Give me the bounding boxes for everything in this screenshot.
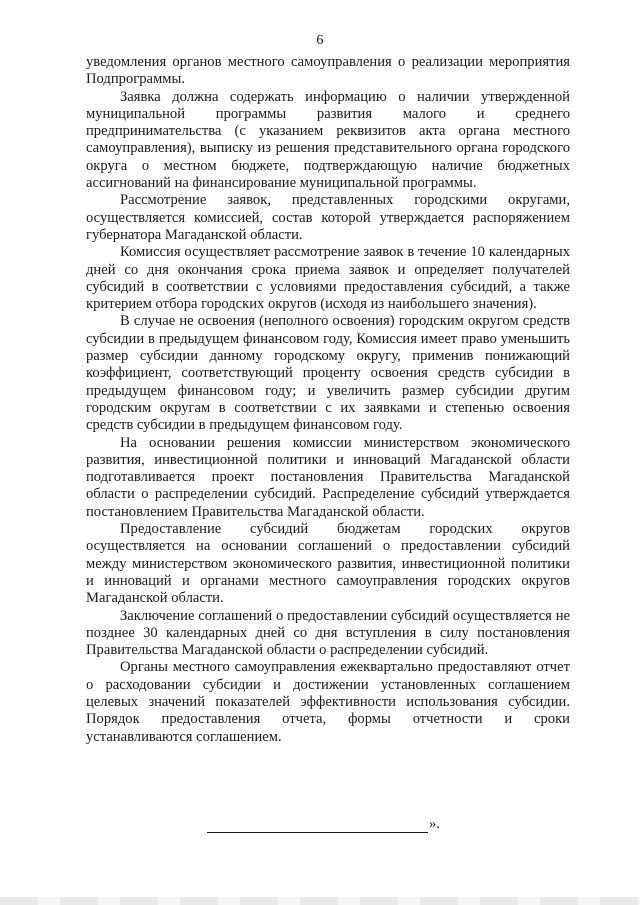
paragraph-9: Органы местного самоуправления ежеквартально предоставляют отчет о расходовании субсидии и достижении установленных соглашением целевых значений показателей эффективности использования субсидии. Порядок предоставления отчета, формы отчетности и сроки устанавливаются соглашением. <box>86 659 570 745</box>
scan-bottom-edge <box>0 897 640 905</box>
document-body <box>86 54 570 746</box>
paragraph-2: Заявка должна содержать информацию о наличии утвержденной муниципальной программы развития малого и среднего предпринимательства (с указанием реквизитов акта органа местного самоуправления), выписку из решения представительного органа городского округа о местном бюджете, подтверждающую наличие бюджетных ассигнований на финансирование муниципальной программы. <box>86 88 570 192</box>
closing-line <box>207 815 440 833</box>
paragraph-5: В случае не освоения (неполного освоения) городским округом средств субсидии в предыдущем финансовом году, Комиссия имеет право уменьшить размер субсидии данному городскому округу, применив понижающий коэффициент, соответствующий проценту освоения средств субсидии в предыдущем финансовом году; и увеличить размер субсидии другим городским округам в соответствии с их заявками и степенью освоения средств субсидии в предыдущем финансовом году. <box>86 313 570 434</box>
paragraph-3: Рассмотрение заявок, представленных городскими округами, осуществляется комиссией, состав которой утверждается распоряжением губернатора Магаданской области. <box>86 192 570 243</box>
page-number: 6 <box>316 33 324 48</box>
paragraph-1: уведомления органов местного самоуправления о реализации мероприятия Подпрограммы. <box>86 54 570 88</box>
separator-rule <box>207 818 428 833</box>
closing-quote: ». <box>429 816 440 832</box>
paragraph-7: Предоставление субсидий бюджетам городских округов осуществляется на основании соглашений о предоставлении субсидий между министерством экономического развития, инвестиционной политики и инноваций и органами местного самоуправления городских округов Магаданской области. <box>86 521 570 607</box>
paragraph-4: Комиссия осуществляет рассмотрение заявок в течение 10 календарных дней со дня окончания срока приема заявок и определяет получателей субсидий в соответствии с условиями предоставления субсидий, а также критерием отбора городских округов (исходя из наибольшего значения). <box>86 244 570 313</box>
paragraph-8: Заключение соглашений о предоставлении субсидий осуществляется не позднее 30 календарных дней со дня вступления в силу постановления Правительства Магаданской области о распределении субсидий. <box>86 607 570 659</box>
paragraph-6: На основании решения комиссии министерством экономического развития, инвестиционной политики и инноваций Магаданской области подготавливается проект постановления Правительства Магаданской области о распределении субсидий. Распределение субсидий утверждается постановлением Правительства Магаданской области. <box>86 434 570 520</box>
